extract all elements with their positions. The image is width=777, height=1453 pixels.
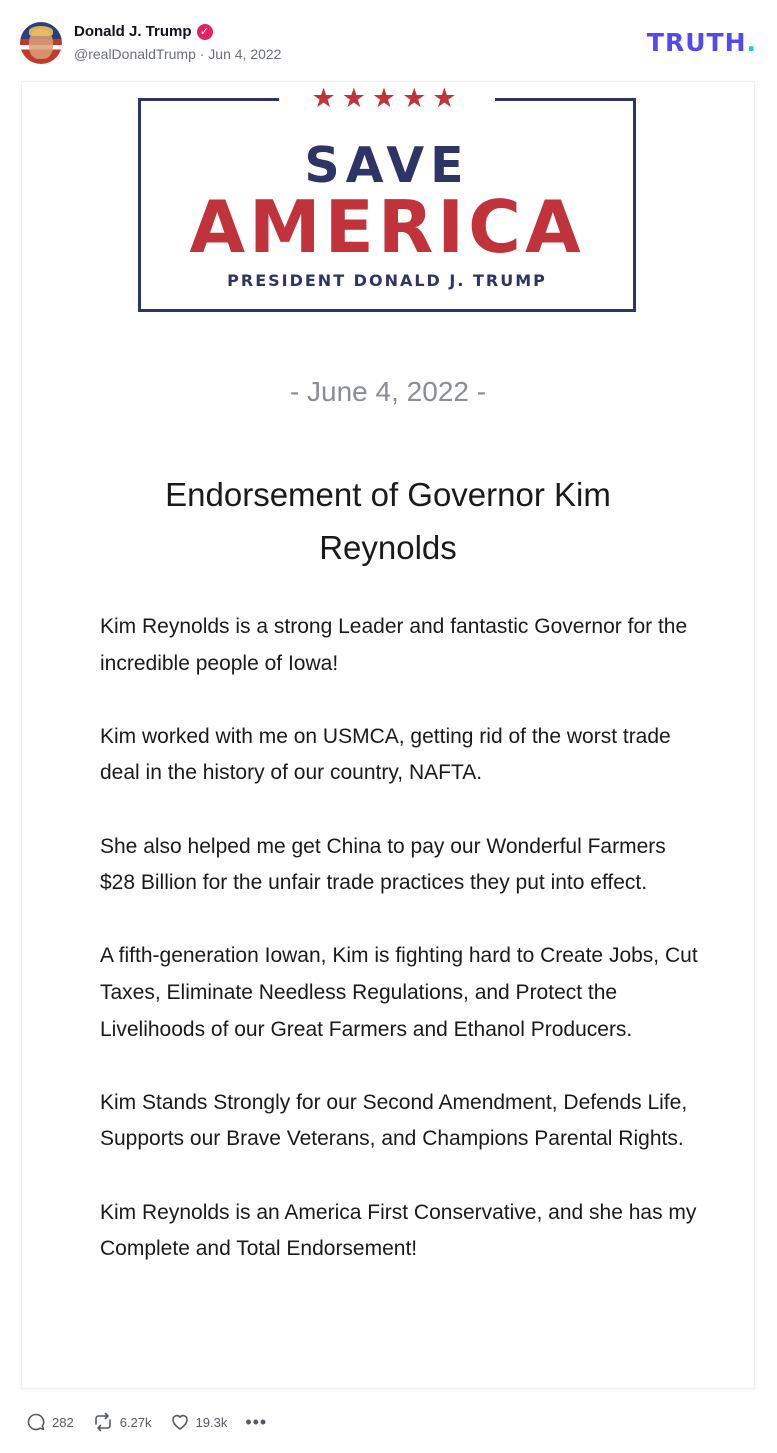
banner-america-text: AMERICA xyxy=(189,185,585,269)
avatar-hair xyxy=(29,26,53,36)
reply-icon xyxy=(26,1412,46,1432)
stars-icon: ★★★★★ xyxy=(279,83,495,113)
statement-paragraph: Kim Stands Strongly for our Second Amendment, Defends Life, Supports our Brave Veterans, and Champions Parental Rights. xyxy=(100,1090,688,1151)
heart-icon xyxy=(170,1412,190,1432)
like-button[interactable] xyxy=(170,1412,228,1432)
author-handle-and-date[interactable]: @realDonaldTrump · Jun 4, 2022 xyxy=(74,46,282,62)
banner-president-text: PRESIDENT DONALD J. TRUMP xyxy=(227,271,547,290)
truth-social-logo[interactable] xyxy=(647,28,757,57)
post-header xyxy=(0,0,777,80)
like-count: 19.3k xyxy=(195,1414,228,1430)
logo-text: TRUTH xyxy=(646,28,747,57)
retruth-icon xyxy=(92,1412,114,1432)
statement-paragraph: She also helped me get China to pay our Wonderful Farmers $28 Billion for the unfair trade practices they put into effect. xyxy=(100,834,666,895)
reply-button[interactable] xyxy=(26,1412,74,1432)
retruth-count: 6.27k xyxy=(119,1414,152,1430)
post-image[interactable] xyxy=(22,82,754,1388)
reply-count: 282 xyxy=(52,1414,74,1430)
avatar[interactable] xyxy=(20,22,62,64)
post-actions xyxy=(26,1409,267,1435)
author-row xyxy=(74,23,213,40)
save-america-banner xyxy=(138,83,636,312)
banner-save-text: SAVE xyxy=(304,137,470,194)
verified-badge-icon: ✓ xyxy=(197,24,213,40)
statement-body xyxy=(100,609,700,1304)
statement-date: - June 4, 2022 - xyxy=(289,376,487,407)
statement-paragraph: Kim Reynolds is an America First Conservative, and she has my Complete and Total Endorsement! xyxy=(100,1200,697,1261)
logo-dot: . xyxy=(746,28,757,57)
statement-paragraph: Kim Reynolds is a strong Leader and fantastic Governor for the incredible people of Iowa! xyxy=(100,615,688,675)
statement-title: Endorsement of Governor Kim Reynolds xyxy=(165,476,611,566)
retruth-button[interactable] xyxy=(92,1412,152,1432)
statement-paragraph: A fifth-generation Iowan, Kim is fighting hard to Create Jobs, Cut Taxes, Eliminate Needless Regulations, and Protect the Livelihoods of our Great Farmers and Ethanol Producers. xyxy=(100,944,698,1041)
author-name[interactable]: Donald J. Trump xyxy=(74,23,192,40)
statement-paragraph: Kim worked with me on USMCA, getting rid of the worst trade deal in the history of our country, NAFTA. xyxy=(100,724,671,785)
more-options-icon[interactable]: ••• xyxy=(245,1412,268,1432)
